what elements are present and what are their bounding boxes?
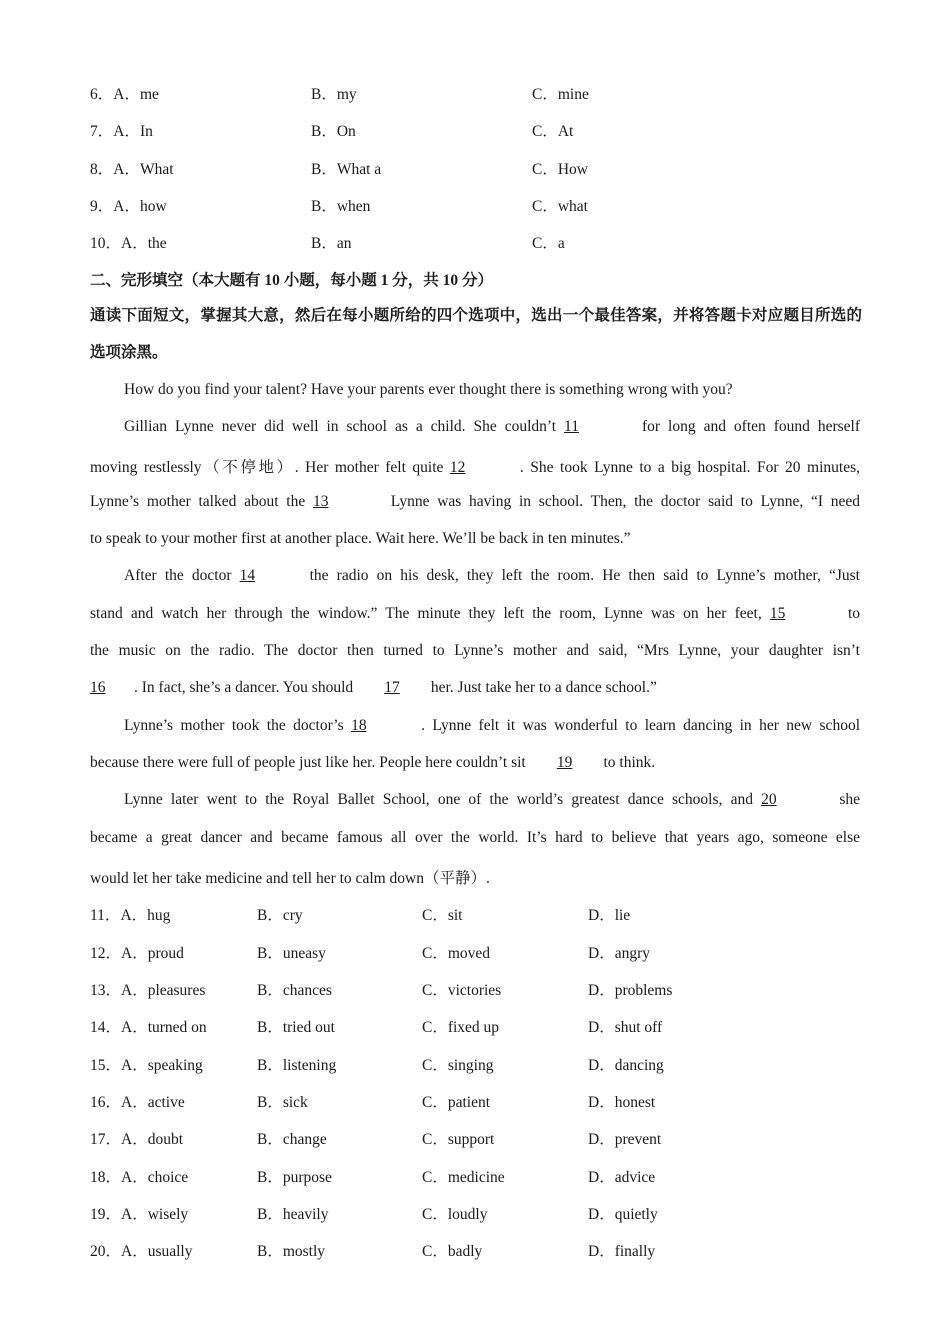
option-a: A．turned on (121, 1019, 207, 1036)
option-a: A．wisely (121, 1206, 189, 1223)
option-d: D．problems (588, 982, 673, 999)
option-b: B．sick (257, 1094, 308, 1111)
question-row (90, 194, 167, 216)
question-number: 20． (90, 1243, 122, 1260)
option-a: A．What (113, 161, 174, 178)
question-number: 18． (90, 1169, 122, 1186)
question-row (90, 1015, 207, 1037)
option-d: D．finally (588, 1243, 656, 1260)
option-a: A．active (121, 1094, 185, 1111)
question-number: 8． (90, 161, 114, 178)
blank-16: 16 (90, 679, 106, 696)
passage-line: moving restlessly（不停地）. Her mother felt quite 12 . She took Lynne to a big hospital. For 20 minutes, (90, 459, 860, 476)
passage-line: After the doctor 14 the radio on his desk, they left the room. He then said to Lynne’s mother, “Just (124, 567, 860, 584)
option-d: D．shut off (588, 1019, 663, 1036)
option-b: B．What a (311, 161, 382, 178)
option-a: A．how (113, 198, 167, 215)
option-b: B．listening (257, 1057, 337, 1074)
blank-18: 18 (351, 717, 367, 734)
passage-line: Gillian Lynne never did well in school as a child. She couldn’t 11 for long and often found herself (124, 418, 861, 435)
question-row (90, 1202, 188, 1224)
passage-line: Lynne’s mother talked about the 13 Lynne was having in school. Then, the doctor said to Lynne, “I need (90, 493, 861, 510)
question-number: 16． (90, 1094, 122, 1111)
option-c: C．loudly (422, 1206, 488, 1223)
question-number: 9． (90, 198, 114, 215)
option-c: C．How (532, 161, 588, 178)
question-row (90, 82, 159, 104)
question-row (90, 119, 153, 141)
passage-line: Lynne’s mother took the doctor’s 18 . Lynne felt it was wonderful to learn dancing in her new school (124, 717, 860, 734)
blank-17: 17 (384, 679, 400, 696)
blank-20: 20 (761, 791, 777, 808)
option-b: B．mostly (257, 1243, 326, 1260)
option-c: C．At (532, 123, 574, 140)
question-number: 12． (90, 945, 122, 962)
option-b: B．On (311, 123, 356, 140)
passage-line: How do you find your talent? Have your parents ever thought there is something wrong with you? (124, 381, 733, 398)
option-a: A．In (113, 123, 153, 140)
passage-line: because there were full of people just like her. People here couldn’t sit 19 to think. (90, 754, 656, 771)
option-b: B．when (311, 198, 371, 215)
question-row (90, 1090, 185, 1112)
question-row (90, 157, 174, 179)
option-c: C．singing (422, 1057, 494, 1074)
option-a: A．usually (121, 1243, 193, 1260)
option-b: B．heavily (257, 1206, 329, 1223)
passage-line: the music on the radio. The doctor then turned to Lynne’s mother and said, “Mrs Lynne, your daughter isn’t (90, 642, 860, 659)
option-c: C．sit (422, 907, 463, 924)
passage-line: became a great dancer and became famous all over the world. It’s hard to believe that years ago, someone else (90, 829, 860, 846)
option-d: D．quietly (588, 1206, 658, 1223)
passage-line: to speak to your mother first at another place. Wait here. We’ll be back in ten minutes.” (90, 530, 631, 547)
question-number: 6． (90, 86, 114, 103)
option-c: C．medicine (422, 1169, 505, 1186)
question-number: 7． (90, 123, 114, 140)
option-b: B．my (311, 86, 357, 103)
option-b: B．chances (257, 982, 332, 999)
option-d: D．angry (588, 945, 650, 962)
blank-19: 19 (556, 754, 573, 771)
option-c: C．support (422, 1131, 495, 1148)
section-instruction: 通读下面短文，掌握其大意，然后在每小题所给的四个选项中，选出一个最佳答案，并将答题卡对应题目所选的选项涂黑。 (90, 307, 862, 361)
option-c: C．victories (422, 982, 502, 999)
option-d: D．advice (588, 1169, 656, 1186)
blank-13: 13 (312, 493, 329, 510)
option-a: A．doubt (121, 1131, 184, 1148)
blank-12: 12 (449, 459, 466, 476)
option-c: C．patient (422, 1094, 491, 1111)
question-row (90, 1239, 192, 1261)
option-c: C．what (532, 198, 588, 215)
question-row (90, 231, 167, 253)
question-row (90, 1127, 183, 1149)
option-c: C．badly (422, 1243, 483, 1260)
question-number: 11． (90, 907, 121, 924)
question-number: 14． (90, 1019, 122, 1036)
option-a: A．hug (120, 907, 171, 924)
passage-line: stand and watch her through the window.” The minute they left the room, Lynne was on her feet, 15 to (90, 605, 861, 622)
option-b: B．uneasy (257, 945, 326, 962)
option-a: A．proud (121, 945, 184, 962)
question-row (90, 1053, 203, 1075)
question-row (90, 903, 170, 925)
passage-line: would let her take medicine and tell her to calm down（平静）. (90, 870, 490, 887)
option-b: B．tried out (257, 1019, 335, 1036)
option-a: A．me (113, 86, 159, 103)
option-c: C．moved (422, 945, 491, 962)
option-b: B．cry (257, 907, 303, 924)
blank-11: 11 (564, 418, 579, 435)
question-row (90, 941, 184, 963)
question-number: 17． (90, 1131, 122, 1148)
question-row (90, 978, 205, 1000)
option-c: C．a (532, 235, 565, 252)
question-row (90, 1165, 188, 1187)
option-c: C．mine (532, 86, 589, 103)
section-heading: 二、完形填空（本大题有 10 小题，每小题 1 分，共 10 分） (90, 272, 494, 289)
blank-14: 14 (239, 567, 256, 584)
option-d: D．prevent (588, 1131, 662, 1148)
option-a: A．choice (121, 1169, 189, 1186)
option-b: B．purpose (257, 1169, 332, 1186)
option-d: D．honest (588, 1094, 656, 1111)
option-b: B．an (311, 235, 352, 252)
question-number: 13． (90, 982, 122, 999)
option-d: D．lie (588, 907, 631, 924)
option-a: A．speaking (121, 1057, 203, 1074)
option-d: D．dancing (588, 1057, 664, 1074)
option-c: C．fixed up (422, 1019, 500, 1036)
option-a: A．pleasures (121, 982, 206, 999)
option-b: B．change (257, 1131, 327, 1148)
option-a: A．the (121, 235, 167, 252)
passage-line: 16 . In fact, she’s a dancer. You should 17 her. Just take her to a dance school.” (90, 679, 657, 696)
question-number: 10． (90, 235, 122, 252)
question-number: 15． (90, 1057, 122, 1074)
blank-15: 15 (769, 605, 786, 622)
passage-line: Lynne later went to the Royal Ballet School, one of the world’s greatest dance schools, and 20 she (124, 791, 861, 808)
question-number: 19． (90, 1206, 122, 1223)
